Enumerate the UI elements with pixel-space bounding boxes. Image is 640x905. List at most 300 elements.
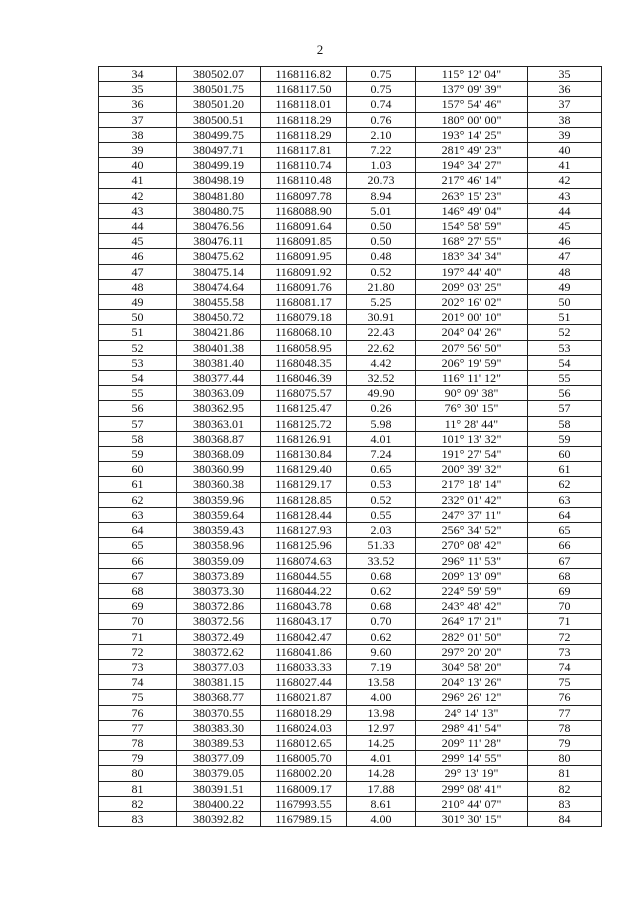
next-point-cell: 69: [528, 583, 602, 598]
y-coordinate-cell: 1168129.40: [261, 462, 347, 477]
y-coordinate-cell: 1168125.47: [261, 401, 347, 416]
point-number-cell: 54: [99, 371, 177, 386]
point-number-cell: 62: [99, 492, 177, 507]
point-number-cell: 43: [99, 203, 177, 218]
table-row: [99, 112, 602, 127]
x-coordinate-cell: 380497.71: [177, 143, 261, 158]
bearing-cell: 299° 08' 41": [416, 781, 528, 796]
point-number-cell: 49: [99, 295, 177, 310]
coordinates-table: [98, 66, 602, 827]
point-number-cell: 51: [99, 325, 177, 340]
coordinates-table-body: [99, 67, 602, 827]
next-point-cell: 50: [528, 295, 602, 310]
y-coordinate-cell: 1168110.74: [261, 158, 347, 173]
y-coordinate-cell: 1168128.44: [261, 507, 347, 522]
x-coordinate-cell: 380391.51: [177, 781, 261, 796]
y-coordinate-cell: 1168012.65: [261, 735, 347, 750]
next-point-cell: 62: [528, 477, 602, 492]
bearing-cell: 146° 49' 04": [416, 203, 528, 218]
x-coordinate-cell: 380501.20: [177, 97, 261, 112]
distance-cell: 4.42: [347, 355, 416, 370]
x-coordinate-cell: 380392.82: [177, 811, 261, 826]
distance-cell: 0.68: [347, 568, 416, 583]
distance-cell: 0.75: [347, 82, 416, 97]
table-row: [99, 264, 602, 279]
next-point-cell: 84: [528, 811, 602, 826]
distance-cell: 0.68: [347, 599, 416, 614]
x-coordinate-cell: 380377.03: [177, 659, 261, 674]
x-coordinate-cell: 380362.95: [177, 401, 261, 416]
table-row: [99, 355, 602, 370]
y-coordinate-cell: 1168116.82: [261, 67, 347, 82]
next-point-cell: 56: [528, 386, 602, 401]
y-coordinate-cell: 1168091.76: [261, 279, 347, 294]
table-row: [99, 811, 602, 826]
table-row: [99, 568, 602, 583]
distance-cell: 0.74: [347, 97, 416, 112]
y-coordinate-cell: 1168117.81: [261, 143, 347, 158]
distance-cell: 5.98: [347, 416, 416, 431]
table-row: [99, 173, 602, 188]
table-row: [99, 675, 602, 690]
y-coordinate-cell: 1168091.95: [261, 249, 347, 264]
bearing-cell: 232° 01' 42": [416, 492, 528, 507]
table-row: [99, 492, 602, 507]
bearing-cell: 207° 56' 50": [416, 340, 528, 355]
bearing-cell: 301° 30' 15": [416, 811, 528, 826]
distance-cell: 4.00: [347, 811, 416, 826]
point-number-cell: 61: [99, 477, 177, 492]
distance-cell: 0.26: [347, 401, 416, 416]
next-point-cell: 63: [528, 492, 602, 507]
point-number-cell: 37: [99, 112, 177, 127]
distance-cell: 8.94: [347, 188, 416, 203]
y-coordinate-cell: 1167993.55: [261, 796, 347, 811]
next-point-cell: 74: [528, 659, 602, 674]
point-number-cell: 59: [99, 447, 177, 462]
bearing-cell: 281° 49' 23": [416, 143, 528, 158]
y-coordinate-cell: 1168118.29: [261, 112, 347, 127]
point-number-cell: 75: [99, 690, 177, 705]
distance-cell: 13.98: [347, 705, 416, 720]
next-point-cell: 71: [528, 614, 602, 629]
table-row: [99, 523, 602, 538]
table-row: [99, 538, 602, 553]
point-number-cell: 67: [99, 568, 177, 583]
point-number-cell: 76: [99, 705, 177, 720]
distance-cell: 0.62: [347, 583, 416, 598]
y-coordinate-cell: 1168043.78: [261, 599, 347, 614]
bearing-cell: 209° 13' 09": [416, 568, 528, 583]
table-row: [99, 310, 602, 325]
bearing-cell: 204° 04' 26": [416, 325, 528, 340]
bearing-cell: 304° 58' 20": [416, 659, 528, 674]
y-coordinate-cell: 1168058.95: [261, 340, 347, 355]
y-coordinate-cell: 1168018.29: [261, 705, 347, 720]
table-row: [99, 462, 602, 477]
distance-cell: 14.28: [347, 766, 416, 781]
y-coordinate-cell: 1168128.85: [261, 492, 347, 507]
distance-cell: 5.25: [347, 295, 416, 310]
next-point-cell: 70: [528, 599, 602, 614]
y-coordinate-cell: 1168042.47: [261, 629, 347, 644]
y-coordinate-cell: 1168127.93: [261, 523, 347, 538]
bearing-cell: 243° 48' 42": [416, 599, 528, 614]
table-row: [99, 279, 602, 294]
x-coordinate-cell: 380372.62: [177, 644, 261, 659]
table-row: [99, 203, 602, 218]
x-coordinate-cell: 380475.14: [177, 264, 261, 279]
table-row: [99, 188, 602, 203]
y-coordinate-cell: 1168044.22: [261, 583, 347, 598]
bearing-cell: 270° 08' 42": [416, 538, 528, 553]
next-point-cell: 43: [528, 188, 602, 203]
point-number-cell: 68: [99, 583, 177, 598]
table-row: [99, 751, 602, 766]
table-row: [99, 614, 602, 629]
x-coordinate-cell: 380476.11: [177, 234, 261, 249]
distance-cell: 0.52: [347, 264, 416, 279]
y-coordinate-cell: 1168021.87: [261, 690, 347, 705]
x-coordinate-cell: 380372.49: [177, 629, 261, 644]
next-point-cell: 58: [528, 416, 602, 431]
bearing-cell: 168° 27' 55": [416, 234, 528, 249]
next-point-cell: 81: [528, 766, 602, 781]
distance-cell: 0.75: [347, 67, 416, 82]
y-coordinate-cell: 1168091.85: [261, 234, 347, 249]
table-row: [99, 340, 602, 355]
y-coordinate-cell: 1168118.29: [261, 127, 347, 142]
x-coordinate-cell: 380358.96: [177, 538, 261, 553]
x-coordinate-cell: 380476.56: [177, 219, 261, 234]
bearing-cell: 193° 14' 25": [416, 127, 528, 142]
distance-cell: 2.10: [347, 127, 416, 142]
y-coordinate-cell: 1168129.17: [261, 477, 347, 492]
distance-cell: 7.19: [347, 659, 416, 674]
next-point-cell: 44: [528, 203, 602, 218]
y-coordinate-cell: 1168027.44: [261, 675, 347, 690]
x-coordinate-cell: 380455.58: [177, 295, 261, 310]
x-coordinate-cell: 380500.51: [177, 112, 261, 127]
distance-cell: 0.50: [347, 219, 416, 234]
distance-cell: 0.53: [347, 477, 416, 492]
y-coordinate-cell: 1168005.70: [261, 751, 347, 766]
point-number-cell: 47: [99, 264, 177, 279]
y-coordinate-cell: 1168126.91: [261, 431, 347, 446]
x-coordinate-cell: 380401.38: [177, 340, 261, 355]
x-coordinate-cell: 380481.80: [177, 188, 261, 203]
distance-cell: 0.48: [347, 249, 416, 264]
x-coordinate-cell: 380372.56: [177, 614, 261, 629]
point-number-cell: 78: [99, 735, 177, 750]
table-row: [99, 249, 602, 264]
table-row: [99, 553, 602, 568]
bearing-cell: 101° 13' 32": [416, 431, 528, 446]
table-row: [99, 325, 602, 340]
x-coordinate-cell: 380368.77: [177, 690, 261, 705]
point-number-cell: 83: [99, 811, 177, 826]
bearing-cell: 90° 09' 38": [416, 386, 528, 401]
next-point-cell: 64: [528, 507, 602, 522]
bearing-cell: 11° 28' 44": [416, 416, 528, 431]
distance-cell: 22.62: [347, 340, 416, 355]
x-coordinate-cell: 380379.05: [177, 766, 261, 781]
bearing-cell: 204° 13' 26": [416, 675, 528, 690]
bearing-cell: 296° 11' 53": [416, 553, 528, 568]
point-number-cell: 34: [99, 67, 177, 82]
x-coordinate-cell: 380373.89: [177, 568, 261, 583]
bearing-cell: 202° 16' 02": [416, 295, 528, 310]
next-point-cell: 66: [528, 538, 602, 553]
bearing-cell: 115° 12' 04": [416, 67, 528, 82]
x-coordinate-cell: 380360.99: [177, 462, 261, 477]
next-point-cell: 73: [528, 644, 602, 659]
bearing-cell: 183° 34' 34": [416, 249, 528, 264]
x-coordinate-cell: 380360.38: [177, 477, 261, 492]
next-point-cell: 80: [528, 751, 602, 766]
x-coordinate-cell: 380383.30: [177, 720, 261, 735]
point-number-cell: 74: [99, 675, 177, 690]
distance-cell: 0.76: [347, 112, 416, 127]
table-row: [99, 766, 602, 781]
point-number-cell: 35: [99, 82, 177, 97]
distance-cell: 0.70: [347, 614, 416, 629]
next-point-cell: 76: [528, 690, 602, 705]
next-point-cell: 82: [528, 781, 602, 796]
table-row: [99, 720, 602, 735]
y-coordinate-cell: 1168033.33: [261, 659, 347, 674]
next-point-cell: 39: [528, 127, 602, 142]
table-row: [99, 690, 602, 705]
point-number-cell: 65: [99, 538, 177, 553]
next-point-cell: 79: [528, 735, 602, 750]
distance-cell: 1.03: [347, 158, 416, 173]
point-number-cell: 58: [99, 431, 177, 446]
bearing-cell: 264° 17' 21": [416, 614, 528, 629]
x-coordinate-cell: 380368.87: [177, 431, 261, 446]
next-point-cell: 72: [528, 629, 602, 644]
y-coordinate-cell: 1168046.39: [261, 371, 347, 386]
bearing-cell: 137° 09' 39": [416, 82, 528, 97]
x-coordinate-cell: 380370.55: [177, 705, 261, 720]
distance-cell: 21.80: [347, 279, 416, 294]
table-row: [99, 599, 602, 614]
bearing-cell: 209° 11' 28": [416, 735, 528, 750]
table-row: [99, 371, 602, 386]
point-number-cell: 73: [99, 659, 177, 674]
point-number-cell: 53: [99, 355, 177, 370]
y-coordinate-cell: 1168091.92: [261, 264, 347, 279]
distance-cell: 32.52: [347, 371, 416, 386]
distance-cell: 9.60: [347, 644, 416, 659]
table-row: [99, 447, 602, 462]
bearing-cell: 224° 59' 59": [416, 583, 528, 598]
x-coordinate-cell: 380381.15: [177, 675, 261, 690]
next-point-cell: 51: [528, 310, 602, 325]
next-point-cell: 36: [528, 82, 602, 97]
point-number-cell: 66: [99, 553, 177, 568]
y-coordinate-cell: 1168110.48: [261, 173, 347, 188]
distance-cell: 30.91: [347, 310, 416, 325]
table-row: [99, 219, 602, 234]
y-coordinate-cell: 1168009.17: [261, 781, 347, 796]
x-coordinate-cell: 380377.09: [177, 751, 261, 766]
bearing-cell: 209° 03' 25": [416, 279, 528, 294]
next-point-cell: 45: [528, 219, 602, 234]
bearing-cell: 201° 00' 10": [416, 310, 528, 325]
point-number-cell: 44: [99, 219, 177, 234]
next-point-cell: 38: [528, 112, 602, 127]
y-coordinate-cell: 1168002.20: [261, 766, 347, 781]
bearing-cell: 217° 18' 14": [416, 477, 528, 492]
x-coordinate-cell: 380372.86: [177, 599, 261, 614]
x-coordinate-cell: 380474.64: [177, 279, 261, 294]
next-point-cell: 52: [528, 325, 602, 340]
next-point-cell: 54: [528, 355, 602, 370]
table-row: [99, 295, 602, 310]
point-number-cell: 39: [99, 143, 177, 158]
y-coordinate-cell: 1168074.63: [261, 553, 347, 568]
next-point-cell: 47: [528, 249, 602, 264]
distance-cell: 49.90: [347, 386, 416, 401]
point-number-cell: 70: [99, 614, 177, 629]
next-point-cell: 49: [528, 279, 602, 294]
x-coordinate-cell: 380499.19: [177, 158, 261, 173]
x-coordinate-cell: 380373.30: [177, 583, 261, 598]
bearing-cell: 247° 37' 11": [416, 507, 528, 522]
x-coordinate-cell: 380421.86: [177, 325, 261, 340]
point-number-cell: 69: [99, 599, 177, 614]
bearing-cell: 29° 13' 19": [416, 766, 528, 781]
distance-cell: 33.52: [347, 553, 416, 568]
distance-cell: 0.62: [347, 629, 416, 644]
table-row: [99, 416, 602, 431]
bearing-cell: 206° 19' 59": [416, 355, 528, 370]
x-coordinate-cell: 380381.40: [177, 355, 261, 370]
point-number-cell: 52: [99, 340, 177, 355]
x-coordinate-cell: 380368.09: [177, 447, 261, 462]
distance-cell: 4.01: [347, 431, 416, 446]
table-row: [99, 82, 602, 97]
next-point-cell: 78: [528, 720, 602, 735]
table-row: [99, 796, 602, 811]
y-coordinate-cell: 1168043.17: [261, 614, 347, 629]
y-coordinate-cell: 1168075.57: [261, 386, 347, 401]
y-coordinate-cell: 1168097.78: [261, 188, 347, 203]
next-point-cell: 35: [528, 67, 602, 82]
point-number-cell: 60: [99, 462, 177, 477]
point-number-cell: 81: [99, 781, 177, 796]
next-point-cell: 37: [528, 97, 602, 112]
x-coordinate-cell: 380400.22: [177, 796, 261, 811]
y-coordinate-cell: 1168125.96: [261, 538, 347, 553]
next-point-cell: 46: [528, 234, 602, 249]
table-row: [99, 659, 602, 674]
point-number-cell: 38: [99, 127, 177, 142]
x-coordinate-cell: 380363.01: [177, 416, 261, 431]
y-coordinate-cell: 1168125.72: [261, 416, 347, 431]
bearing-cell: 200° 39' 32": [416, 462, 528, 477]
distance-cell: 0.50: [347, 234, 416, 249]
point-number-cell: 64: [99, 523, 177, 538]
point-number-cell: 63: [99, 507, 177, 522]
bearing-cell: 296° 26' 12": [416, 690, 528, 705]
table-row: [99, 386, 602, 401]
table-row: [99, 67, 602, 82]
bearing-cell: 154° 58' 59": [416, 219, 528, 234]
y-coordinate-cell: 1168091.64: [261, 219, 347, 234]
distance-cell: 7.22: [347, 143, 416, 158]
next-point-cell: 59: [528, 431, 602, 446]
point-number-cell: 50: [99, 310, 177, 325]
point-number-cell: 72: [99, 644, 177, 659]
next-point-cell: 83: [528, 796, 602, 811]
y-coordinate-cell: 1167989.15: [261, 811, 347, 826]
x-coordinate-cell: 380389.53: [177, 735, 261, 750]
next-point-cell: 42: [528, 173, 602, 188]
table-row: [99, 97, 602, 112]
bearing-cell: 191° 27' 54": [416, 447, 528, 462]
distance-cell: 20.73: [347, 173, 416, 188]
distance-cell: 22.43: [347, 325, 416, 340]
bearing-cell: 180° 00' 00": [416, 112, 528, 127]
bearing-cell: 194° 34' 27": [416, 158, 528, 173]
y-coordinate-cell: 1168088.90: [261, 203, 347, 218]
distance-cell: 0.55: [347, 507, 416, 522]
table-row: [99, 583, 602, 598]
next-point-cell: 40: [528, 143, 602, 158]
x-coordinate-cell: 380502.07: [177, 67, 261, 82]
point-number-cell: 79: [99, 751, 177, 766]
y-coordinate-cell: 1168079.18: [261, 310, 347, 325]
distance-cell: 14.25: [347, 735, 416, 750]
bearing-cell: 298° 41' 54": [416, 720, 528, 735]
distance-cell: 0.52: [347, 492, 416, 507]
next-point-cell: 68: [528, 568, 602, 583]
y-coordinate-cell: 1168041.86: [261, 644, 347, 659]
table-row: [99, 143, 602, 158]
distance-cell: 8.61: [347, 796, 416, 811]
bearing-cell: 157° 54' 46": [416, 97, 528, 112]
distance-cell: 17.88: [347, 781, 416, 796]
x-coordinate-cell: 380359.96: [177, 492, 261, 507]
table-row: [99, 127, 602, 142]
bearing-cell: 217° 46' 14": [416, 173, 528, 188]
x-coordinate-cell: 380363.09: [177, 386, 261, 401]
distance-cell: 4.01: [347, 751, 416, 766]
point-number-cell: 45: [99, 234, 177, 249]
table-row: [99, 431, 602, 446]
next-point-cell: 60: [528, 447, 602, 462]
table-row: [99, 629, 602, 644]
bearing-cell: 197° 44' 40": [416, 264, 528, 279]
bearing-cell: 256° 34' 52": [416, 523, 528, 538]
y-coordinate-cell: 1168048.35: [261, 355, 347, 370]
table-row: [99, 781, 602, 796]
table-row: [99, 401, 602, 416]
y-coordinate-cell: 1168117.50: [261, 82, 347, 97]
x-coordinate-cell: 380359.64: [177, 507, 261, 522]
table-row: [99, 644, 602, 659]
point-number-cell: 80: [99, 766, 177, 781]
table-row: [99, 158, 602, 173]
table-row: [99, 234, 602, 249]
y-coordinate-cell: 1168081.17: [261, 295, 347, 310]
bearing-cell: 76° 30' 15": [416, 401, 528, 416]
point-number-cell: 36: [99, 97, 177, 112]
distance-cell: 12.97: [347, 720, 416, 735]
bearing-cell: 116° 11' 12": [416, 371, 528, 386]
